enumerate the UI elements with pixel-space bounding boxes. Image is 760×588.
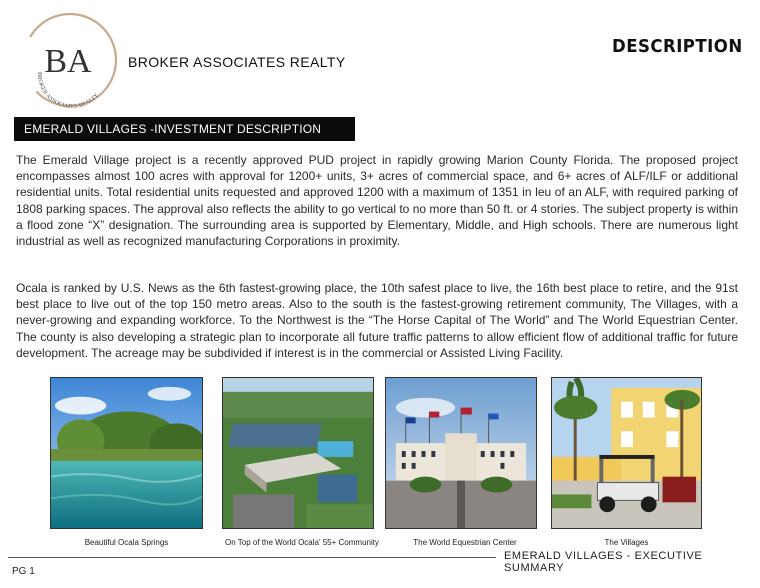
photo-caption: Beautiful Ocala Springs bbox=[84, 538, 169, 547]
page-title: DESCRIPTION bbox=[612, 36, 743, 57]
photo-strip bbox=[50, 377, 702, 531]
community-aerial-photo bbox=[222, 377, 374, 529]
photo-caption: On Top of the World Ocala' 55+ Community bbox=[225, 538, 379, 547]
description-paragraph-1: The Emerald Village project is a recently approved PUD project in rapidly growing Marion County Florida. The proposed project encompasses almost 100 acres with approval for 1200+ units, 3+ acres of commercial space, and 6+ acres of ALF/ILF or additional residential units. Total residential units requested and approved 1200 with a maximum of 1351 in leu of an ALF, with required parking of 1808 parking spaces. The approval also reflects the ability to go vertical to no more than 50 ft. or 4 stories. The subject property is within a flood zone “X” designation. The surrounding area is supported by Elementary, Middle, and High schools. There are numerous light industrial as well as recognized manufacturing Corporations in proximity. bbox=[16, 153, 738, 249]
description-paragraph-2: Ocala is ranked by U.S. News as the 6th fastest-growing place, the 10th safest place to live, the 16th best place to retire, and the 91st best place to live out of the top 150 metro areas. Also to the south is the fastest-growing retirement community, The Villages, with a never-growing and expanding workforce. To the Northwest is the “The Horse Capital of The World” and The World Equestrian Center. The county is also developing a strategic plan to incorporate all future traffic patterns to allow efficient flow of additional traffic for future development. The acreage may be subdivided if interest is in the commercial or Assisted Living Facility. bbox=[16, 281, 738, 360]
logo-monogram: BA bbox=[44, 43, 92, 80]
springs-photo bbox=[50, 377, 203, 529]
page-number: PG 1 bbox=[12, 566, 35, 577]
footer-divider bbox=[8, 557, 496, 558]
footer-title: EMERALD VILLAGES - EXECUTIVE SUMMARY bbox=[504, 550, 703, 574]
brand-logo bbox=[20, 10, 120, 110]
logo-emblem-icon bbox=[20, 10, 120, 110]
photo-caption: The World Equestrian Center bbox=[413, 538, 517, 547]
brand-name: BROKER ASSOCIATES REALTY bbox=[128, 54, 346, 70]
logo-ring-text: BROKER ASSOCIATES REALTY bbox=[35, 71, 101, 110]
villages-golf-cart-photo bbox=[551, 377, 702, 529]
section-title-bar: EMERALD VILLAGES -INVESTMENT DESCRIPTION bbox=[14, 117, 355, 141]
photo-caption: The Villages bbox=[604, 538, 649, 547]
equestrian-center-photo bbox=[385, 377, 537, 529]
